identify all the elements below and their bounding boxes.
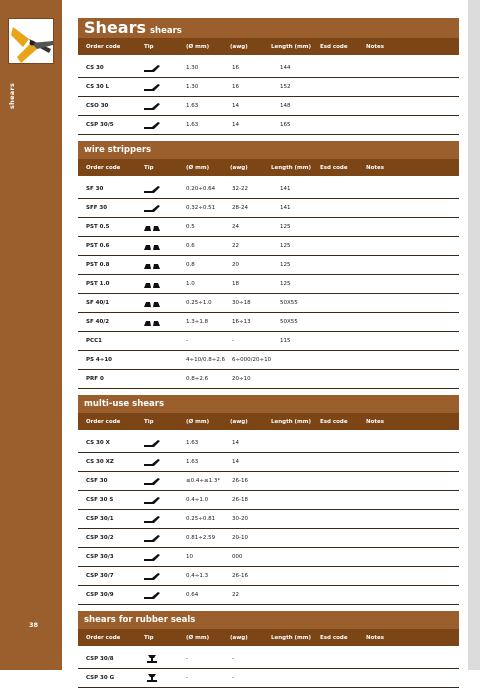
order-code: CSF 30: [86, 478, 108, 484]
diameter-value: 0.20÷0.64: [186, 186, 216, 192]
table-row: [78, 453, 459, 472]
length-value: 144: [280, 65, 291, 71]
diameter-value: 10: [186, 554, 193, 560]
table-row: [78, 586, 459, 605]
length-value: 165: [280, 122, 291, 128]
order-code: PST 0.5: [86, 224, 110, 230]
awg-value: 14: [232, 122, 239, 128]
seal-tip-icon: [144, 655, 160, 663]
awg-value: -: [232, 675, 234, 681]
diameter-value: 1.0: [186, 281, 195, 287]
table-row: [78, 567, 459, 586]
table-row: [78, 218, 459, 237]
column-header-row: [78, 630, 459, 646]
col-diameter: (Ø mm): [186, 635, 210, 641]
diameter-value: 0.32÷0.51: [186, 205, 216, 211]
diameter-value: 0.8÷2.6: [186, 376, 209, 382]
order-code: CS 30 L: [86, 84, 110, 90]
diameter-value: 0.6: [186, 243, 195, 249]
awg-value: 16: [232, 65, 239, 71]
order-code: CSP 30/8: [86, 656, 114, 662]
table-row: [78, 434, 459, 453]
notch-tip-icon: [144, 223, 160, 231]
notch-tip-icon: [144, 280, 160, 288]
table-row: [78, 313, 459, 332]
order-code: SFF 30: [86, 205, 108, 211]
awg-value: 18: [232, 281, 239, 287]
order-code: PCC1: [86, 338, 102, 344]
awg-value: 20-10: [232, 535, 248, 541]
awg-value: 20: [232, 262, 239, 268]
table-row: [78, 529, 459, 548]
order-code: PST 0.8: [86, 262, 110, 268]
awg-value: 16÷13: [232, 319, 251, 325]
sidebar-section-label: shears: [8, 82, 16, 110]
diameter-value: -: [186, 338, 188, 344]
awg-value: 14: [232, 440, 239, 446]
awg-value: 22: [232, 243, 239, 249]
seal-tip-icon: [144, 674, 160, 682]
col-awg: (awg): [230, 419, 248, 425]
order-code: CS 30 X: [86, 440, 110, 446]
length-value: 125: [280, 281, 291, 287]
length-value: 148: [280, 103, 291, 109]
length-value: 50X55: [280, 319, 298, 325]
table-row: [78, 510, 459, 529]
angled-tip-icon: [144, 83, 160, 91]
diameter-value: 0.4÷1.0: [186, 497, 209, 503]
table-row: [78, 256, 459, 275]
section-title: shears for rubber seals: [78, 611, 459, 630]
diameter-value: 1.30: [186, 84, 199, 90]
diameter-value: -: [186, 675, 188, 681]
length-value: 50X55: [280, 300, 298, 306]
diameter-value: 1.63: [186, 103, 199, 109]
order-code: SF 40/2: [86, 319, 110, 325]
table-row: [78, 332, 459, 351]
table-row: [78, 294, 459, 313]
length-value: 141: [280, 205, 291, 211]
col-length: Length (mm): [271, 165, 312, 171]
diameter-value: 4÷10/0.8÷2.6: [186, 357, 226, 363]
notch-tip-icon: [144, 318, 160, 326]
col-order-code: Order code: [86, 44, 121, 50]
angled-tip-icon: [144, 458, 160, 466]
table-row: [78, 370, 459, 389]
angled-tip-icon: [144, 591, 160, 599]
order-code: CSP 30/5: [86, 122, 114, 128]
diameter-value: 1.63: [186, 122, 199, 128]
table-row: [78, 116, 459, 135]
diameter-value: 0.8: [186, 262, 195, 268]
awg-value: 26-18: [232, 497, 248, 503]
page-number: 38: [29, 621, 39, 629]
awg-value: 14: [232, 459, 239, 465]
col-diameter: (Ø mm): [186, 165, 210, 171]
col-diameter: (Ø mm): [186, 44, 210, 50]
column-header-row: [78, 39, 459, 55]
diameter-value: 1.63: [186, 459, 199, 465]
order-code: CSP 30/9: [86, 592, 114, 598]
table-row: [78, 199, 459, 218]
col-notes: Notes: [366, 165, 385, 171]
notch-tip-icon: [144, 242, 160, 250]
order-code: CS 30 XZ: [86, 459, 114, 465]
table-row: [78, 275, 459, 294]
diameter-value: 0.25÷0.81: [186, 516, 216, 522]
angled-tip-icon: [144, 553, 160, 561]
awg-value: 28-24: [232, 205, 248, 211]
col-order-code: Order code: [86, 165, 121, 171]
table-row: [78, 491, 459, 510]
col-awg: (awg): [230, 165, 248, 171]
angled-tip-icon: [144, 204, 160, 212]
table-row: [78, 59, 459, 78]
diameter-value: 1.63: [186, 440, 199, 446]
angled-tip-icon: [144, 515, 160, 523]
diameter-value: 0.25÷1.0: [186, 300, 212, 306]
order-code: PST 0.6: [86, 243, 110, 249]
col-tip: Tip: [144, 44, 154, 50]
angled-tip-icon: [144, 439, 160, 447]
shears-product-icon: [9, 19, 54, 64]
order-code: CSP 30/7: [86, 573, 114, 579]
notch-tip-icon: [144, 299, 160, 307]
table-row: [78, 472, 459, 491]
awg-value: 30-20: [232, 516, 248, 522]
col-tip: Tip: [144, 635, 154, 641]
col-length: Length (mm): [271, 635, 312, 641]
diameter-value: 1.3÷1.8: [186, 319, 209, 325]
order-code: CSF 30 S: [86, 497, 114, 503]
table-row: [78, 180, 459, 199]
col-tip: Tip: [144, 165, 154, 171]
column-header-row: [78, 414, 459, 430]
col-esd-code: Esd code: [320, 635, 348, 641]
col-esd-code: Esd code: [320, 44, 348, 50]
angled-tip-icon: [144, 496, 160, 504]
order-code: PS 4÷10: [86, 357, 112, 363]
diameter-value: 0.81÷2.59: [186, 535, 216, 541]
table-row: [78, 351, 459, 370]
length-value: 125: [280, 224, 291, 230]
length-value: 141: [280, 186, 291, 192]
col-diameter: (Ø mm): [186, 419, 210, 425]
col-order-code: Order code: [86, 419, 121, 425]
col-notes: Notes: [366, 635, 385, 641]
col-length: Length (mm): [271, 44, 312, 50]
section-title: multi-use shears: [78, 395, 459, 414]
awg-value: 000: [232, 554, 243, 560]
col-awg: (awg): [230, 635, 248, 641]
angled-tip-icon: [144, 121, 160, 129]
length-value: 125: [280, 262, 291, 268]
order-code: CSO 30: [86, 103, 109, 109]
awg-value: 24: [232, 224, 239, 230]
diameter-value: 1.30: [186, 65, 199, 71]
awg-value: -: [232, 656, 234, 662]
right-margin-strip: [468, 0, 480, 670]
order-code: CSP 30 G: [86, 675, 115, 681]
awg-value: 6÷000/20÷10: [232, 357, 272, 363]
sidebar: [0, 0, 62, 670]
diameter-value: -: [186, 656, 188, 662]
awg-value: 22: [232, 592, 239, 598]
column-header-row: [78, 160, 459, 176]
angled-tip-icon: [144, 477, 160, 485]
awg-value: -: [232, 338, 234, 344]
length-value: 115: [280, 338, 291, 344]
angled-tip-icon: [144, 185, 160, 193]
order-code: PRF 0: [86, 376, 104, 382]
awg-value: 26-16: [232, 478, 248, 484]
product-tables: [78, 18, 459, 688]
length-value: 125: [280, 243, 291, 249]
section-title: wire strippers: [78, 141, 459, 160]
col-notes: Notes: [366, 419, 385, 425]
col-length: Length (mm): [271, 419, 312, 425]
col-esd-code: Esd code: [320, 419, 348, 425]
table-row: [78, 669, 459, 688]
order-code: CSP 30/3: [86, 554, 114, 560]
length-value: 152: [280, 84, 291, 90]
awg-value: 16: [232, 84, 239, 90]
order-code: CSP 30/2: [86, 535, 114, 541]
col-order-code: Order code: [86, 635, 121, 641]
angled-tip-icon: [144, 102, 160, 110]
product-thumbnail: [8, 18, 54, 64]
col-notes: Notes: [366, 44, 385, 50]
order-code: SF 30: [86, 186, 104, 192]
awg-value: 26-16: [232, 573, 248, 579]
awg-value: 30÷18: [232, 300, 251, 306]
col-esd-code: Esd code: [320, 165, 348, 171]
col-awg: (awg): [230, 44, 248, 50]
order-code: SF 40/1: [86, 300, 110, 306]
awg-value: 14: [232, 103, 239, 109]
table-row: [78, 78, 459, 97]
diameter-value: 0.5: [186, 224, 195, 230]
notch-tip-icon: [144, 261, 160, 269]
awg-value: 32-22: [232, 186, 248, 192]
table-row: [78, 650, 459, 669]
angled-tip-icon: [144, 64, 160, 72]
angled-tip-icon: [144, 572, 160, 580]
table-row: [78, 97, 459, 116]
angled-tip-icon: [144, 534, 160, 542]
order-code: CSP 30/1: [86, 516, 114, 522]
section-title: Shears shears: [78, 18, 459, 39]
diameter-value: ≤0.4÷≤1.3*: [186, 478, 221, 484]
table-row: [78, 237, 459, 256]
table-row: [78, 548, 459, 567]
diameter-value: 0.4÷1.3: [186, 573, 209, 579]
diameter-value: 0.64: [186, 592, 199, 598]
order-code: PST 1.0: [86, 281, 110, 287]
awg-value: 20÷10: [232, 376, 251, 382]
col-tip: Tip: [144, 419, 154, 425]
order-code: CS 30: [86, 65, 104, 71]
